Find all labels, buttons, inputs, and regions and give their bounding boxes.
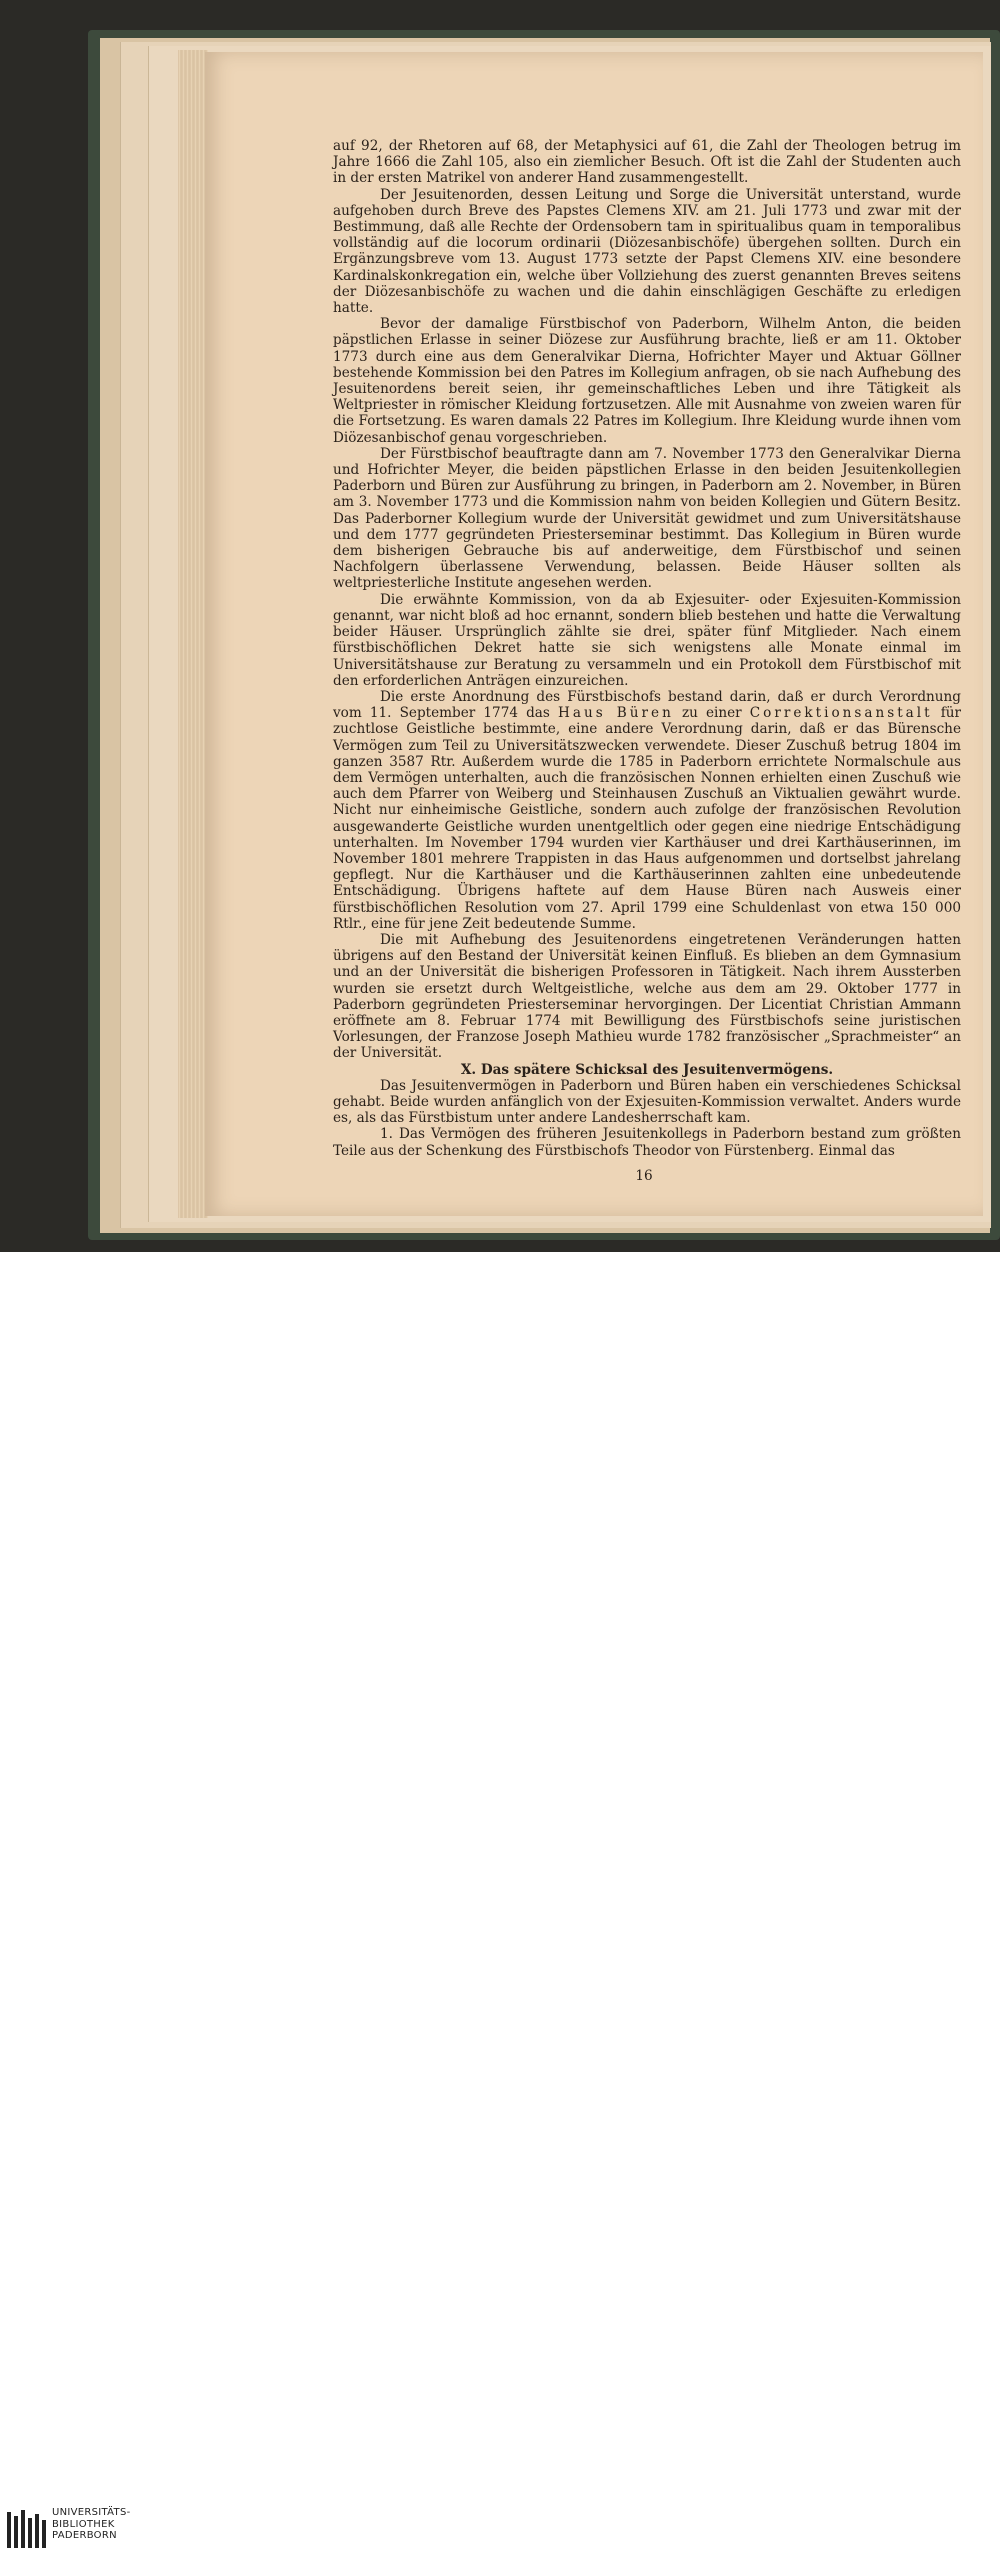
paragraph — [333, 138, 961, 187]
library-logo-icon — [4, 2506, 48, 2553]
text-run: auf 92, der Rhetoren auf 68, der Metaphysici auf 61, die Zahl der Theologen betrug im Jahre 1666 die Zahl 105, also ein ziemlicher Besuch. Oft ist die Zahl der Studenten auch in der ersten Matrikel von anderer Hand zusammengestellt. — [333, 138, 961, 187]
footer-bar — [0, 1252, 1000, 2541]
scan-background — [0, 0, 1000, 1252]
text-run: für zuchtlose Geistliche bestimmte, eine andere Verordnung darin, daß er das Bürensche Vermögen zum Teil zu Universitätszwecken verwendete. Dieser Zuschuß betrug 1804 im ganzen 3587 Rtr. Außerdem wurde die 1785 in Paderborn errichtete Normalschule aus dem Vermögen unterhalten, auch die französischen Nonnen erhielten einen Zuschuß wie auch dem Pfarrer von Weiberg und Steinhausen Zuschuß an Viktualien gewährt wurde. Nicht nur einheimische Geistliche, sondern auch zufolge der französischen Revolution ausgewanderte Geistliche wurden unentgeltlich oder gegen eine niedrige Entschädigung unterhalten. Im November 1794 wurden vier Karthäuser und drei Karthäuserinnen, im November 1801 mehrere Trappisten in das Haus aufgenommen und dortselbst jahrelang gepflegt. Nur die Karthäuser und die Karthäuserinnen zahlten eine unbedeutende Entschädigung. Übrigens haftete auf dem Hause Büren nach Ausweis einer fürstbischöflichen Resolution vom 27. April 1799 eine Schuldenlast von etwa 150 000 Rtlr., eine für jene Zeit bedeutende Summe. — [333, 705, 961, 932]
paragraph — [333, 1078, 961, 1127]
text-run: Bevor der damalige Fürstbischof von Paderborn, Wilhelm Anton, die beiden päpstlichen Erlasse in seiner Diözese zur Ausführung brachte, ließ er am 11. Oktober 1773 durch eine aus dem Generalvikar Dierna, Hofrichter Mayer und Aktuar Göllner bestehende Kommission bei den Patres im Kollegium anfragen, ob sie nach Aufhebung des Jesuitenordens bereit seien, ihr gemeinschaftliches Leben und ihre Tätigkeit als Weltpriester in römischer Kleidung fortzusetzen. Alle mit Ausnahme von zweien waren für die Fortsetzung. Es waren damals 22 Patres im Kollegium. Ihre Kleidung wurde ihnen vom Diözesanbischof genau vorgeschrieben. — [333, 316, 961, 446]
paragraph — [333, 187, 961, 317]
text-run: Die erwähnte Kommission, von da ab Exjesuiter- oder Exjesuiten-Kommission genannt, war nicht bloß ad hoc ernannt, sondern blieb bestehen und hatte die Verwaltung beider Häuser. Ursprünglich zählte sie drei, später fünf Mitglieder. Nach einem fürstbischöflichen Dekret hatte sie sich wenigstens alle Monate einmal im Universitätshause zur Beratung zu versammeln und ein Protokoll dem Fürstbischof mit den erforderlichen Anträgen einzureichen. — [333, 591, 961, 689]
page-edges — [178, 50, 208, 1218]
section-heading: X. Das spätere Schicksal des Jesuitenvermögens. — [460, 1061, 834, 1078]
library-name-line-1: UNIVERSITÄTS- — [52, 2507, 131, 2518]
library-name-line-3: PADERBORN — [52, 2530, 117, 2541]
library-name-line-2: BIBLIOTHEK — [52, 2518, 115, 2530]
paragraph — [333, 316, 961, 446]
text-run: 1. Das Vermögen des früheren Jesuitenkollegs in Paderborn bestand zum größten Teile aus der Schenkung des Fürstbischofs Theodor von Fürstenberg. Einmal das — [333, 1126, 961, 1159]
text-run: Der Fürstbischof beauftragte dann am 7. November 1773 den Generalvikar Dierna und Hofrichter Meyer, die beiden päpstlichen Erlasse in den beiden Jesuitenkollegien Paderborn und Büren zur Ausführung zu bringen, in Paderborn am 2. November, in Büren am 3. November 1773 und die Kommission nahm von beiden Kollegien und Gütern Besitz. Das Paderborner Kollegium wurde der Universität gewidmet und zum Universitätshause und dem 1777 gegründeten Priesterseminar bestimmt. Das Kollegium in Büren wurde dem bisherigen Gebrauche bis auf anderweitige, dem Fürstbischof und seinen Nachfolgern überlassene Verwendung, belassen. Beide Häuser sollten als weltpriesterliche Institute angesehen werden. — [333, 445, 961, 592]
library-name — [52, 2507, 131, 2542]
paragraph — [333, 932, 961, 1062]
text-run: zu einer — [673, 705, 750, 722]
paragraph — [333, 592, 961, 689]
page-number: 16 — [635, 1168, 653, 1184]
text-run: Die mit Aufhebung des Jesuitenordens eingetretenen Veränderungen hatten übrigens auf den Bestand der Universität keinen Einfluß. Es blieben an dem Gymnasium und an der Universität die bisherigen Professoren in Tätigkeit. Nach ihrem Aussterben wurden sie ersetzt durch Weltgeistliche, welche aus dem am 29. Oktober 1777 in Paderborn gegründeten Priesterseminar hervorgingen. Der Licentiat Christian Ammann eröffnete am 8. Februar 1774 mit Bewilligung des Fürstbischofs seine juristischen Vorlesungen, der Franzose Joseph Mathieu wurde 1782 französischer „Sprachmeister“ an der Universität. — [333, 931, 961, 1062]
paragraph — [333, 689, 961, 932]
spaced-emphasis: Correktionsanstalt — [749, 705, 933, 722]
page-body-text — [333, 138, 961, 1159]
spaced-emphasis: Haus Büren — [558, 705, 674, 722]
paragraph — [333, 446, 961, 592]
paragraph — [333, 1126, 961, 1158]
text-run: Das Jesuitenvermögen in Paderborn und Büren haben ein verschiedenes Schicksal gehabt. Beide wurden anfänglich von der Exjesuiten-Kommission verwaltet. Anders wurde es, als das Fürstbistum unter andere Landesherrschaft kam. — [333, 1077, 961, 1127]
text-run: Die erste Anordnung des Fürstbischofs bestand darin, daß er durch Verordnung vom 11. September 1774 das — [333, 688, 961, 722]
text-run: Der Jesuitenorden, dessen Leitung und Sorge die Universität unterstand, wurde aufgehoben durch Breve des Papstes Clemens XIV. am 21. Juli 1773 und zwar mit der Bestimmung, daß alle Rechte der Ordensobern tam in spiritualibus quam in temporalibus vollständig auf die locorum ordinarii (Diözesanbischöfe) übergehen sollten. Durch ein Ergänzungsbreve vom 13. August 1773 setzte der Papst Clemens XIV. eine besondere Kardinalskonkregation ein, welche über Vollziehung des zuerst genannten Breves seitens der Diözesanbischöfe zu wachen und die dahin einschlägigen Geschäfte zu erledigen hatte. — [333, 186, 961, 317]
